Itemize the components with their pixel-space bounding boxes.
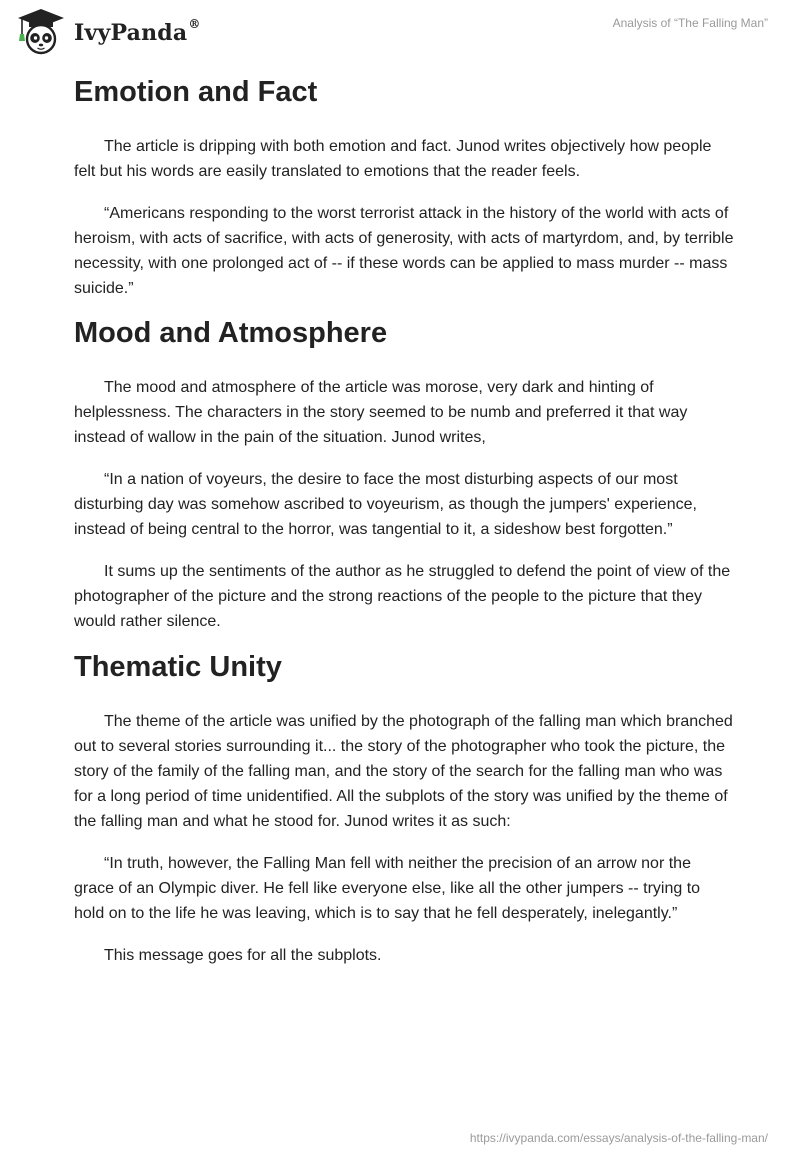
article-content bbox=[74, 70, 734, 968]
document-title: Analysis of “The Falling Man” bbox=[612, 16, 768, 30]
paragraph: The mood and atmosphere of the article was morose, very dark and hinting of helplessness. The characters in the story seemed to be numb and preferred it that way instead of wallow in the pain of the situation. Junod writes, bbox=[74, 379, 688, 446]
source-url[interactable]: https://ivypanda.com/essays/analysis-of-the-falling-man/ bbox=[469, 1131, 768, 1145]
quote-paragraph: “In truth, however, the Falling Man fell with neither the precision of an arrow nor the grace of an Olympic diver. He fell like everyone else, like all the other jumpers -- trying to hold on to the life he was leaving, which is to say that he fell desperately, inelegantly.” bbox=[74, 855, 701, 922]
paragraph: This message goes for all the subplots. bbox=[104, 947, 382, 964]
logo[interactable] bbox=[16, 8, 201, 56]
paragraph: It sums up the sentiments of the author as he struggled to defend the point of view of the photographer of the picture and the strong reactions of the people to the picture that they would rather silence. bbox=[74, 563, 731, 630]
registered-mark: ® bbox=[188, 16, 201, 31]
section-heading-emotion-and-fact: Emotion and Fact bbox=[74, 76, 318, 108]
paragraph: The theme of the article was unified by the photograph of the falling man which branched out to several stories surrounding it... the story of the photographer who took the picture, the story of the family of the falling man, and the story of the search for the falling man who was for a long period of time unidentified. All the subplots of the story was unified by the theme of the falling man and what he stood for. Junod writes it as such: bbox=[74, 713, 733, 830]
section-heading-thematic-unity: Thematic Unity bbox=[74, 651, 282, 683]
quote-paragraph: “In a nation of voyeurs, the desire to face the most disturbing aspects of our most disturbing day was somehow ascribed to voyeurism, as though the jumpers' experience, instead of being central to the horror, was tangential to it, a sideshow best forgotten.” bbox=[74, 471, 697, 538]
page-header bbox=[0, 0, 800, 60]
paragraph: The article is dripping with both emotion and fact. Junod writes objectively how people felt but his words are easily translated to emotions that the reader feels. bbox=[74, 138, 712, 180]
panda-graduate-logo-icon bbox=[16, 8, 66, 56]
logo-wordmark: IvyPanda bbox=[74, 20, 188, 46]
logo-text bbox=[74, 16, 201, 46]
quote-paragraph: “Americans responding to the worst terrorist attack in the history of the world with acts of heroism, with acts of sacrifice, with acts of generosity, with acts of martyrdom, and, by terrible necessity, with one prolonged act of -- if these words can be applied to mass murder -- mass suicide.” bbox=[74, 205, 734, 297]
section-heading-mood-and-atmosphere: Mood and Atmosphere bbox=[74, 317, 388, 349]
